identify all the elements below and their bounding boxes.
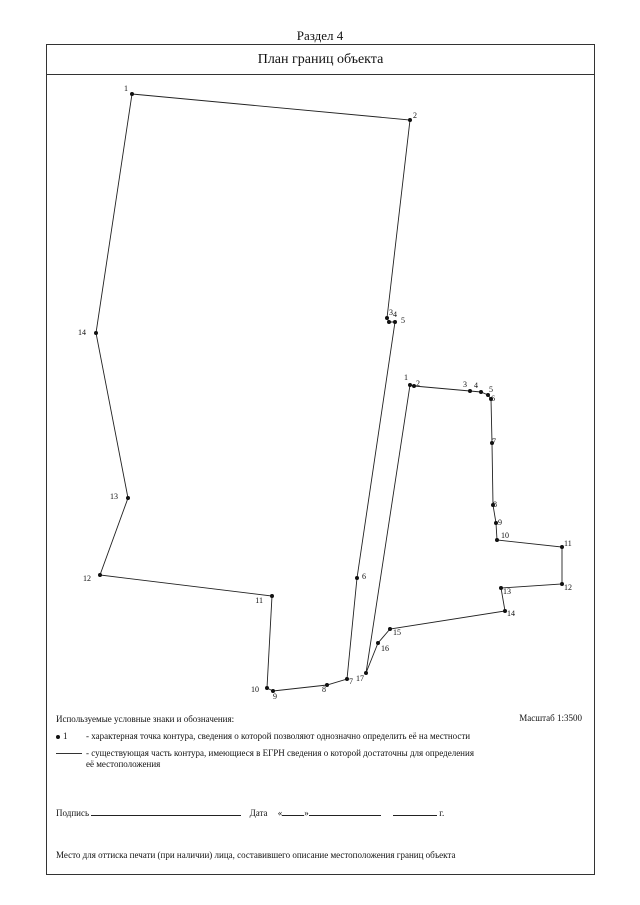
- contour-b-point-4: [479, 390, 483, 394]
- contour-b: [356, 373, 572, 683]
- stamp-placeholder: Место для оттиска печати (при наличии) лица, составившего описание местоположения границ объекта: [56, 850, 456, 860]
- contour-a-point-label-11: 11: [255, 596, 263, 605]
- contour-b-point-label-7: 7: [492, 437, 496, 446]
- contour-b-point-16: [376, 641, 380, 645]
- line-symbol-icon: [56, 753, 82, 754]
- contour-a-point-label-5: 5: [401, 316, 405, 325]
- contour-b-point-10: [495, 538, 499, 542]
- date-close-quote: »: [304, 808, 309, 818]
- date-day-field[interactable]: [282, 806, 304, 816]
- signature-row: [56, 806, 444, 818]
- contour-b-point-label-6: 6: [491, 394, 495, 403]
- date-label: Дата: [249, 808, 268, 818]
- date-open-quote: «: [277, 808, 283, 818]
- contour-b-point-1: [408, 383, 412, 387]
- contour-a-point-label-8: 8: [322, 685, 326, 694]
- contour-a-point-12: [98, 573, 102, 577]
- contour-b-point-label-12: 12: [564, 583, 572, 592]
- contour-b-point-label-9: 9: [498, 518, 502, 527]
- contour-a-point-label-6: 6: [362, 572, 366, 581]
- plan-title: План границ объекта: [47, 45, 594, 75]
- contour-a: [78, 84, 417, 701]
- contour-a-point-13: [126, 496, 130, 500]
- contour-a-point-2: [408, 118, 412, 122]
- legend-line-row: [56, 748, 586, 770]
- scale-label: Масштаб 1:3500: [519, 713, 582, 723]
- contour-b-point-17: [364, 671, 368, 675]
- date-year-field[interactable]: [393, 806, 437, 816]
- line-description-2: её местоположения: [86, 759, 161, 769]
- legend-title: Используемые условные знаки и обозначения:: [56, 714, 235, 724]
- contour-a-point-1: [130, 92, 134, 96]
- contour-a-point-label-12: 12: [83, 574, 91, 583]
- point-description: - характерная точка контура, сведения о которой позволяют однозначно определить её на местности: [86, 731, 471, 741]
- contour-a-point-11: [270, 594, 274, 598]
- contour-a-boundary-line: [96, 94, 410, 691]
- legend-point-row: [56, 731, 586, 742]
- signature-label: Подпись: [56, 808, 90, 818]
- contour-b-point-label-4: 4: [474, 381, 478, 390]
- contour-a-point-14: [94, 331, 98, 335]
- contour-a-point-4: [387, 320, 391, 324]
- contour-b-point-label-14: 14: [507, 609, 515, 618]
- contour-a-point-label-1: 1: [124, 84, 128, 93]
- contour-a-point-6: [355, 576, 359, 580]
- contour-b-point-label-5: 5: [489, 385, 493, 394]
- contour-b-point-3: [468, 389, 472, 393]
- contour-b-point-label-2: 2: [416, 379, 420, 388]
- contour-a-point-label-7: 7: [349, 677, 353, 686]
- contour-b-point-label-15: 15: [393, 628, 401, 637]
- line-description-1: - существующая часть контура, имеющиеся в ЕГРН сведения о которой достаточны для определения: [86, 748, 474, 758]
- contour-a-point-label-9: 9: [273, 692, 277, 701]
- point-symbol: [56, 731, 86, 742]
- contour-b-point-label-17: 17: [356, 674, 364, 683]
- year-suffix: г.: [439, 808, 445, 818]
- contour-a-point-label-4: 4: [393, 310, 397, 319]
- signature-field[interactable]: [91, 806, 241, 816]
- contour-a-point-label-3: 3: [389, 308, 393, 317]
- point-dot-icon: [56, 735, 60, 739]
- contour-b-point-label-11: 11: [564, 539, 572, 548]
- contour-b-point-label-10: 10: [501, 531, 509, 540]
- section-title: Раздел 4: [296, 28, 344, 43]
- contour-a-point-label-13: 13: [110, 492, 118, 501]
- contour-a-point-10: [265, 686, 269, 690]
- contour-a-point-label-10: 10: [251, 685, 259, 694]
- contour-a-point-5: [393, 320, 397, 324]
- contour-b-point-label-16: 16: [381, 644, 389, 653]
- contour-b-point-15: [388, 627, 392, 631]
- contour-b-point-label-8: 8: [493, 500, 497, 509]
- date-month-field[interactable]: [309, 806, 381, 816]
- contour-b-point-label-13: 13: [503, 587, 511, 596]
- contour-a-point-label-2: 2: [413, 111, 417, 120]
- point-symbol-label: 1: [63, 731, 68, 741]
- contour-b-point-label-3: 3: [463, 380, 467, 389]
- contour-b-point-label-1: 1: [404, 373, 408, 382]
- contour-a-point-label-14: 14: [78, 328, 86, 337]
